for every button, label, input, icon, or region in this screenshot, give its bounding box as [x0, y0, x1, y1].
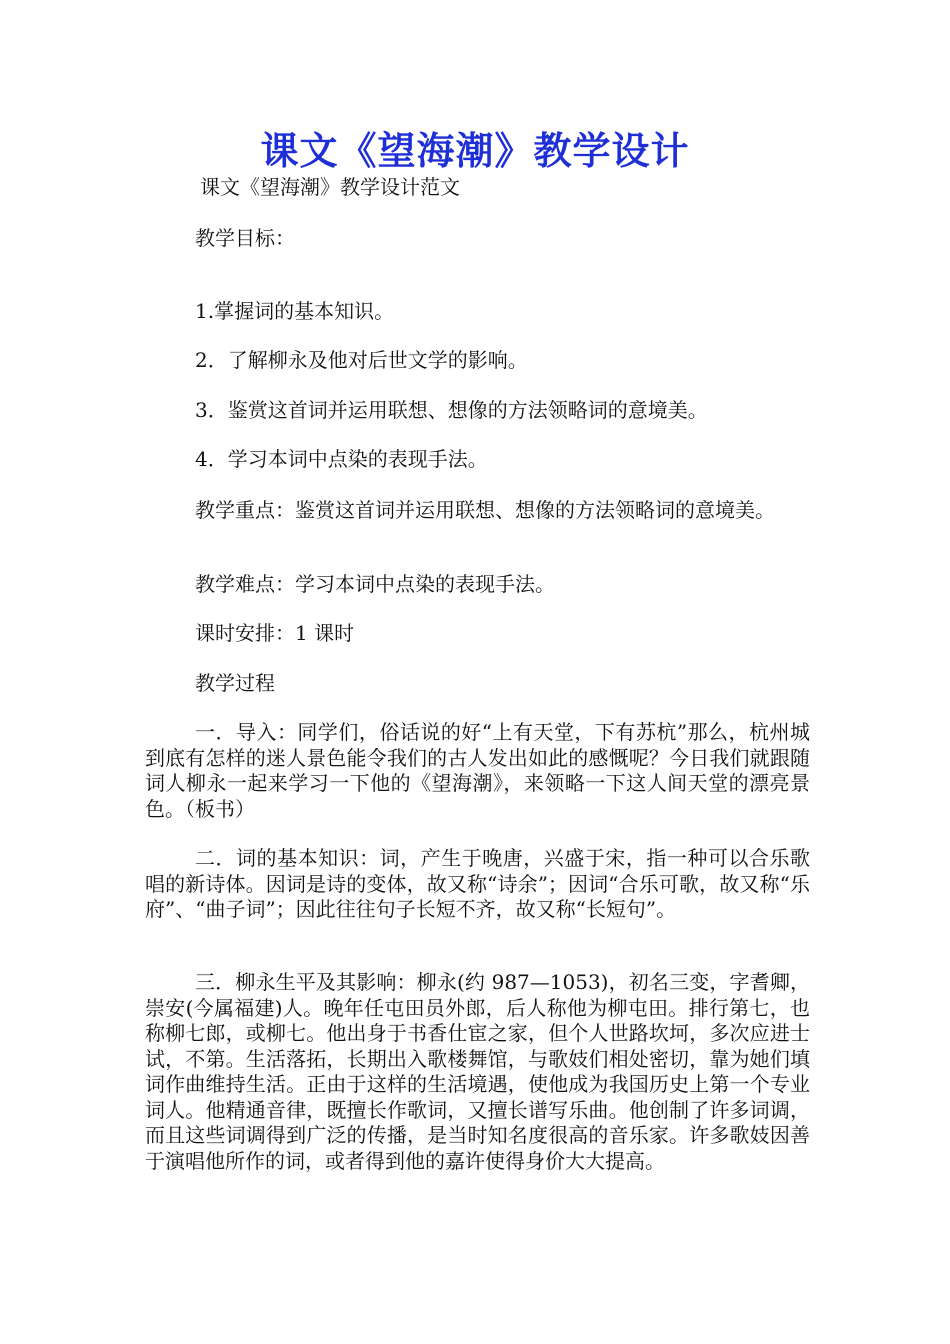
section-ci-basics: 二．词的基本知识：词，产生于晚唐，兴盛于宋，指一种可以合乐歌唱的新诗体。因词是诗的变体，故又称“诗余”；因词“合乐可歌，故又称“乐府”、“曲子词”；因此往往句子长短不齐，故又称“长短句”。	[145, 846, 810, 921]
goal-item-3: 3．鉴赏这首词并运用联想、想像的方法领略词的意境美。	[195, 398, 708, 422]
goal-item-2: 2．了解柳永及他对后世文学的影响。	[195, 348, 528, 372]
section-intro: 一．导入：同学们，俗话说的好“上有天堂，下有苏杭”那么，杭州城到底有怎样的迷人景色能令我们的古人发出如此的感慨呢？今日我们就跟随词人柳永一起来学习一下他的《望海潮》，来领略一下这人间天堂的漂亮景色。（板书）	[145, 720, 810, 821]
process-heading: 教学过程	[195, 671, 275, 695]
document-title: 课文《望海潮》教学设计	[260, 129, 690, 173]
schedule: 课时安排：1 课时	[195, 621, 355, 645]
key-point: 教学重点：鉴赏这首词并运用联想、想像的方法领略词的意境美。	[195, 498, 775, 522]
document-subtitle: 课文《望海潮》教学设计范文	[200, 175, 460, 199]
goal-item-4: 4．学习本词中点染的表现手法。	[195, 447, 488, 471]
goals-heading: 教学目标：	[195, 226, 295, 250]
section-liu-yong: 三．柳永生平及其影响：柳永(约 987—1053)，初名三变，字耆卿，崇安(今属福建)人。晚年任屯田员外郎，后人称他为柳屯田。排行第七，也称柳七郎，或柳七。他出身于书香仕宦之家，但个人世路坎坷，多次应进士试，不第。生活落拓，长期出入歌楼舞馆，与歌妓们相处密切，靠为她们填词作曲维持生活。正由于这样的生活境遇，使他成为我国历史上第一个专业词人。他精通音律，既擅长作歌词，又擅长谱写乐曲。他创制了许多词调，而且这些词调得到广泛的传播，是当时知名度很高的音乐家。许多歌妓因善于演唱他所作的词，或者得到他的嘉许使得身价大大提高。	[145, 970, 810, 1173]
difficulty: 教学难点：学习本词中点染的表现手法。	[195, 572, 555, 596]
goal-item-1: 1.掌握词的基本知识。	[195, 299, 395, 323]
